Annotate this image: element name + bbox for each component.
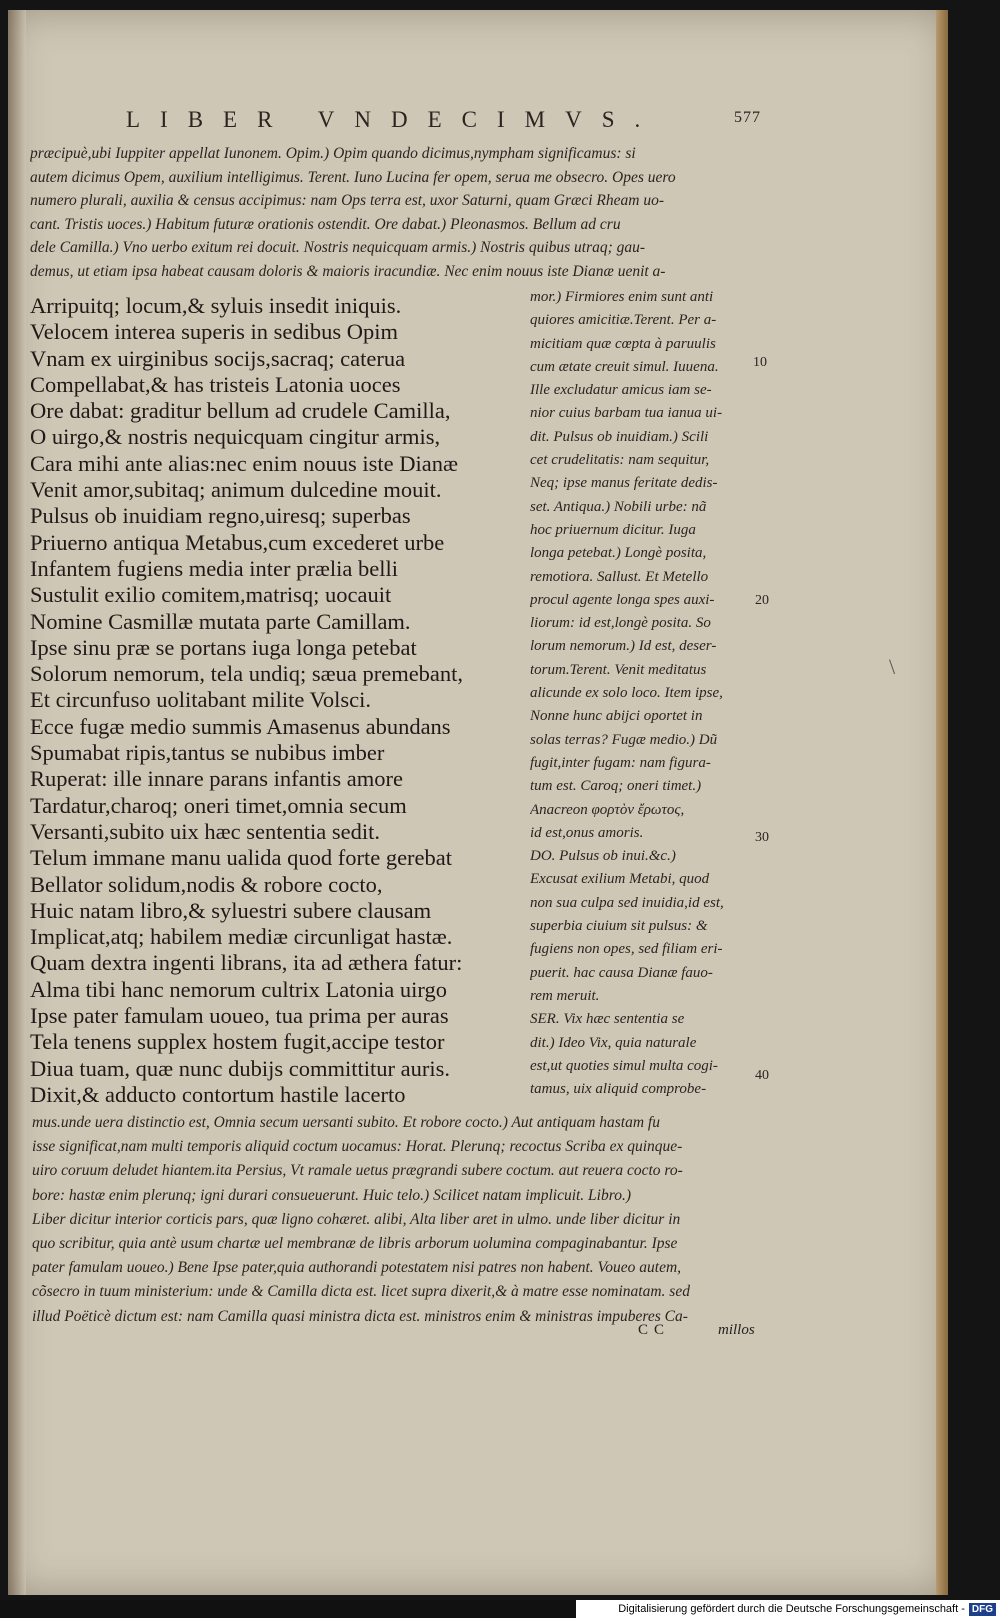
dfg-logo: DFG [969, 1603, 996, 1616]
commentary-line: pater famulam uoueo.) Bene Ipse pater,quia authorandi potestatem nisi patres non habent. Voueo autem, [32, 1259, 682, 1277]
line-number: 40 [755, 1068, 769, 1083]
poem-line: Ipse pater famulam uoueo, tua prima per auras [30, 1003, 449, 1029]
commentary-line: cant. Tristis uoces.) Habitum futuræ orationis ostendit. Ore dabat.) Pleonasmos. Bellum ad cru [30, 215, 621, 233]
commentary-line: puerit. hac causa Dianæ fauo- [530, 964, 713, 981]
commentary-line: non sua culpa sed inuidia,id est, [530, 894, 724, 911]
poem-line: Nomine Casmillæ mutata parte Camillam. [30, 608, 411, 634]
poem-line: O uirgo,& nostris nequicquam cingitur armis, [30, 424, 441, 450]
signature-mark: CC [638, 1322, 671, 1338]
commentary-line: SER. Vix hæc sententia se [530, 1011, 685, 1028]
commentary-line: Ille excludatur amicus iam se- [530, 382, 712, 399]
commentary-line: lorum nemorum.) Id est, deser- [530, 638, 717, 655]
commentary-line: nior cuius barbam tua ianua ui- [530, 405, 723, 422]
commentary-line: Liber dicitur interior corticis pars, quæ ligno cohæret. alibi, Alta liber aret in ulmo. unde liber dicitur in [32, 1210, 681, 1228]
commentary-line: cum ætate creuit simul. Iuuena. [530, 358, 719, 375]
poem-line: Compellabat,& has tristeis Latonia uoces [30, 371, 401, 397]
poem-line: Priuerno antiqua Metabus,cum excederet urbe [30, 529, 445, 555]
poem-line: Velocem interea superis in sedibus Opim [30, 319, 399, 345]
commentary-line: DO. Pulsus ob inui.&c.) [530, 848, 676, 865]
poem-line: Solorum nemorum, tela undiq; sæua premebant, [30, 661, 464, 687]
page-number: 577 [734, 109, 761, 126]
commentary-side [530, 286, 760, 1101]
commentary-line: liorum: id est,longè posita. So [530, 615, 711, 632]
poem-line: Spumabat ripis,tantus se nubibus imber [30, 740, 385, 766]
poem-line: Versanti,subito uix hæc sententia sedit. [30, 818, 380, 844]
commentary-line: procul agente longa spes auxi- [530, 591, 715, 608]
commentary-line: dit.) Ideo Vix, quia naturale [530, 1034, 697, 1051]
poem-line: Telum immane manu ualida quod forte gerebat [30, 845, 453, 871]
commentary-line: micitiam quæ cœpta à paruulis [530, 335, 716, 352]
commentary-line: quiores amicitiæ.Terent. Per a- [530, 312, 717, 329]
poem-line: Tela tenens supplex hostem fugit,accipe testor [30, 1029, 445, 1055]
commentary-line: superbia ciuium sit pulsus: & [530, 918, 708, 935]
commentary-line: fugit,inter fugam: nam figura- [530, 754, 711, 771]
commentary-line: quo scribitur, quia antè usum chartæ uel membranæ de libris arborum uolumina compaginabantur. Ipse [32, 1235, 678, 1253]
commentary-line: hoc priuernum dicitur. Iuga [530, 521, 696, 538]
commentary-bottom [32, 1111, 792, 1329]
commentary-line: mor.) Firmiores enim sunt anti [530, 289, 714, 305]
commentary-line: mus.unde uera distinctio est, Omnia secum uersanti subito. Et robore cocto.) Aut antiquam hastam fu [32, 1114, 660, 1131]
commentary-line: demus, ut etiam ipsa habeat causam doloris & maioris iracundiæ. Nec enim nouus iste Dianæ uenit a- [30, 262, 666, 280]
catchword: millos [718, 1322, 755, 1338]
commentary-line: fugiens non opes, sed filiam eri- [530, 941, 723, 958]
commentary-line: tum est. Caroq; oneri timet.) [530, 778, 702, 795]
commentary-line: uiro coruum deludet hiantem.ita Persius, Vt ramale uetus prægrandi subere coctum. aut reuera cocto ro- [32, 1162, 683, 1180]
poem-line: Ipse sinu præ se portans iuga longa petebat [30, 634, 417, 660]
poem-line: Dixit,& adducto contortum hastile lacerto [30, 1081, 406, 1107]
commentary-line: alicunde ex solo loco. Item ipse, [530, 685, 723, 702]
poem-line: Alma tibi hanc nemorum cultrix Latonia uirgo [30, 976, 447, 1002]
commentary-line: dele Camilla.) Vno uerbo exitum rei docuit. Nostris nequicquam armis.) Nostris quibus utraq; gau- [30, 239, 646, 257]
commentary-line: tamus, uix aliquid comprobe- [530, 1081, 707, 1098]
binding-shadow [8, 10, 26, 1595]
poem-line: Ecce fugæ medio summis Amasenus abundans [30, 713, 451, 739]
commentary-line: set. Antiqua.) Nobili urbe: nã [530, 498, 707, 515]
running-head: LIBER VNDECIMVS. [126, 107, 661, 132]
commentary-line: præcipuè,ubi Iuppiter appellat Iunonem. Opim.) Opim quando dicimus,nympham significamus: si [30, 145, 636, 162]
commentary-line: cõsecro in tuum ministerium: unde & Camilla dicta est. licet supra dixerit,& à matre esse nominatam. sed [32, 1283, 690, 1301]
page-edge [936, 10, 948, 1595]
line-number: 20 [755, 593, 769, 608]
poem-line: Implicat,atq; habilem mediæ circunligat hastæ. [30, 924, 453, 950]
commentary-line: torum.Terent. Venit meditatus [530, 661, 707, 678]
footer-credit: Digitalisierung gefördert durch die Deutsche Forschungsgemeinschaft - [618, 1603, 965, 1615]
commentary-top [30, 142, 790, 284]
commentary-line: est,ut quoties simul multa cogi- [530, 1057, 718, 1074]
commentary-line: Anacreon φορτὸν ἔρωτος, [530, 801, 685, 818]
poem-line: Ore dabat: graditur bellum ad crudele Camilla, [30, 398, 451, 424]
poem-line: Cara mihi ante alias:nec enim nouus iste Dianæ [30, 450, 459, 476]
commentary-line: solas terras? Fugæ medio.) Dũ [530, 731, 718, 748]
poem-line: Arripuitq; locum,& syluis insedit iniquis. [30, 293, 402, 318]
commentary-line: isse significat,nam multi temporis aliquid coctum uocamus: Horat. Plerunq; recoctus Scriba ex quinque- [32, 1138, 683, 1156]
poem-line: Ruperat: ille innare parans infantis amore [30, 766, 403, 792]
commentary-line: longa petebat.) Longè posita, [530, 545, 707, 562]
commentary-line: Neq; ipse manus feritate dedis- [530, 475, 718, 492]
poem-line: Diua tuam, quæ nunc dubijs committitur auris. [30, 1055, 450, 1081]
poem-line: Et circunfuso uolitabant milite Volsci. [30, 687, 371, 713]
poem-line: Infantem fugiens media inter prælia belli [30, 555, 399, 581]
poem-line: Sustulit exilio comitem,matrisq; uocauit [30, 582, 392, 608]
commentary-line: remotiora. Sallust. Et Metello [530, 568, 709, 585]
poem-line: Vnam ex uirginibus socijs,sacraq; caterua [30, 345, 406, 371]
book-page [8, 10, 948, 1595]
commentary-line: bore: hastæ enim plerunq; igni durari consueuerunt. Huic telo.) Scilicet natam implicuit. Libro.) [32, 1186, 631, 1204]
line-number: 10 [753, 355, 767, 370]
digitization-footer [576, 1600, 1000, 1618]
commentary-line: Nonne hunc abijci oportet in [530, 708, 703, 725]
commentary-line: id est,onus amoris. [530, 824, 644, 841]
margin-mark: \ [889, 654, 896, 679]
commentary-line: Excusat exilium Metabi, quod [530, 871, 710, 888]
commentary-line: dit. Pulsus ob inuidiam.) Scili [530, 428, 709, 445]
commentary-line: autem dicimus Opem, auxilium intelligimus. Terent. Iuno Lucina fer opem, serua me obsecro. Opes uero [30, 168, 676, 186]
poem-line: Venit amor,subitaq; animum dulcedine mouit. [30, 477, 442, 503]
line-number: 30 [755, 830, 769, 845]
poem-line: Huic natam libro,& syluestri subere clausam [30, 897, 432, 923]
poem-line: Quam dextra ingenti librans, ita ad æthera fatur: [30, 950, 463, 976]
poem-text [30, 293, 530, 1108]
commentary-line: cet crudelitatis: nam sequitur, [530, 452, 710, 469]
commentary-line: numero plurali, auxilia & census accipimus: nam Ops terra est, uxor Saturni, quam Græci Rheam uo- [30, 192, 665, 210]
poem-line: Tardatur,charoq; oneri timet,omnia secum [30, 792, 407, 818]
commentary-line: illud Poëticè dictum est: nam Camilla quasi ministra dicta est. ministros enim & ministras impuberes Ca- [32, 1307, 688, 1325]
poem-line: Bellator solidum,nodis & robore cocto, [30, 871, 383, 897]
commentary-line: rem meruit. [530, 987, 600, 1004]
poem-line: Pulsus ob inuidiam regno,uiresq; superbas [30, 503, 411, 529]
